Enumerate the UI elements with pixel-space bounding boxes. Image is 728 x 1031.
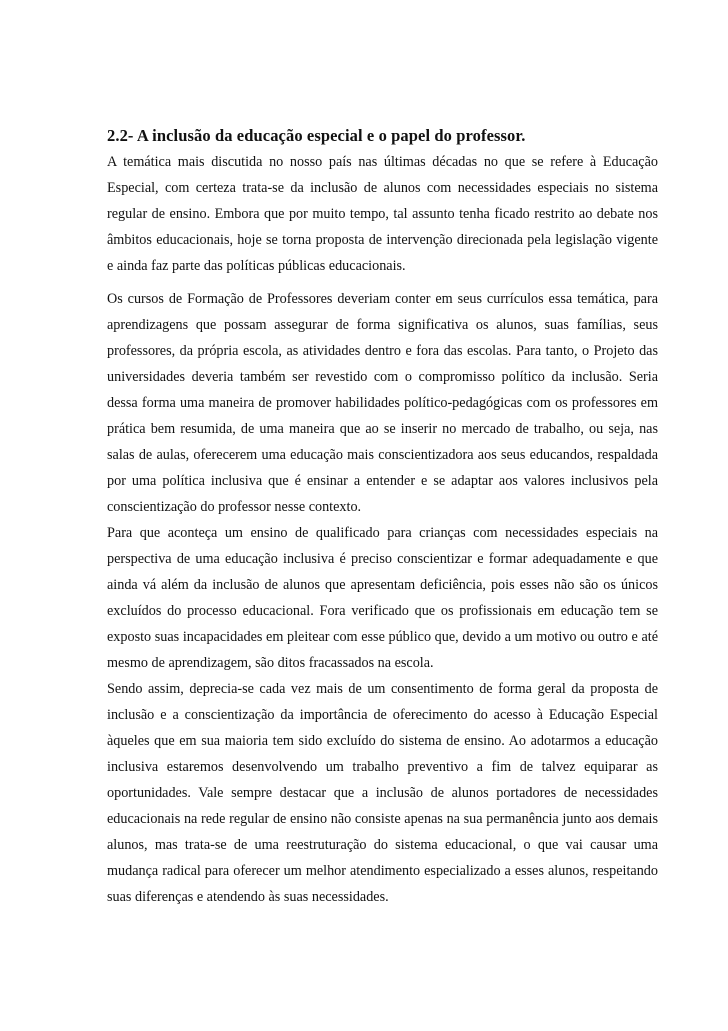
document-body bbox=[107, 125, 658, 910]
paragraph-3: Para que aconteça um ensino de qualificado para crianças com necessidades especiais na perspectiva de uma educação inclusiva é preciso conscientizar e formar adequadamente e que ainda vá além da inclusão de alunos que apresentam deficiência, pois esses não são os únicos excluídos do processo educacional. Fora verificado que os profissionais em educação tem se exposto suas incapacidades em pleitear com esse público que, devido a um motivo ou outro e até mesmo de aprendizagem, são ditos fracassados na escola. bbox=[107, 525, 658, 671]
paragraph-4: Sendo assim, deprecia-se cada vez mais de um consentimento de forma geral da proposta de inclusão e a conscientização da importância de oferecimento do acesso à Educação Especial àqueles que em sua maioria tem sido excluído do sistema de ensino. Ao adotarmos a educação inclusiva estaremos desenvolvendo um trabalho preventivo a fim de talvez equiparar as oportunidades. Vale sempre destacar que a inclusão de alunos portadores de necessidades educacionais na rede regular de ensino não consiste apenas na sua permanência junto aos demais alunos, mas trata-se de uma reestruturação do sistema educacional, o que vai causar uma mudança radical para oferecer um melhor atendimento especializado a esses alunos, respeitando suas diferenças e atendendo às suas necessidades. bbox=[107, 681, 658, 905]
paragraph-2: Os cursos de Formação de Professores deveriam conter em seus currículos essa temática, para aprendizagens que possam assegurar de forma significativa os alunos, suas famílias, seus professores, da própria escola, as atividades dentro e fora das escolas. Para tanto, o Projeto das universidades deveria também ser revestido com o compromisso político da inclusão. Seria dessa forma uma maneira de promover habilidades político-pedagógicas com os professores em prática bem resumida, de uma maneira que ao se inserir no mercado de trabalho, ou seja, nas salas de aulas, oferecerem uma educação mais conscientizadora aos seus educandos, respaldada por uma política inclusiva que é ensinar a entender e se adaptar aos valores inclusivos pela conscientização do professor nesse contexto. bbox=[107, 291, 658, 515]
paragraph-1: A temática mais discutida no nosso país nas últimas décadas no que se refere à Educação Especial, com certeza trata-se da inclusão de alunos com necessidades especiais no sistema regular de ensino. Embora que por muito tempo, tal assunto tenha ficado restrito ao debate nos âmbitos educacionais, hoje se torna proposta de intervenção direcionada pela legislação vigente e ainda faz parte das políticas públicas educacionais. bbox=[107, 154, 658, 274]
section-heading: 2.2- A inclusão da educação especial e o papel do professor. bbox=[107, 126, 526, 145]
